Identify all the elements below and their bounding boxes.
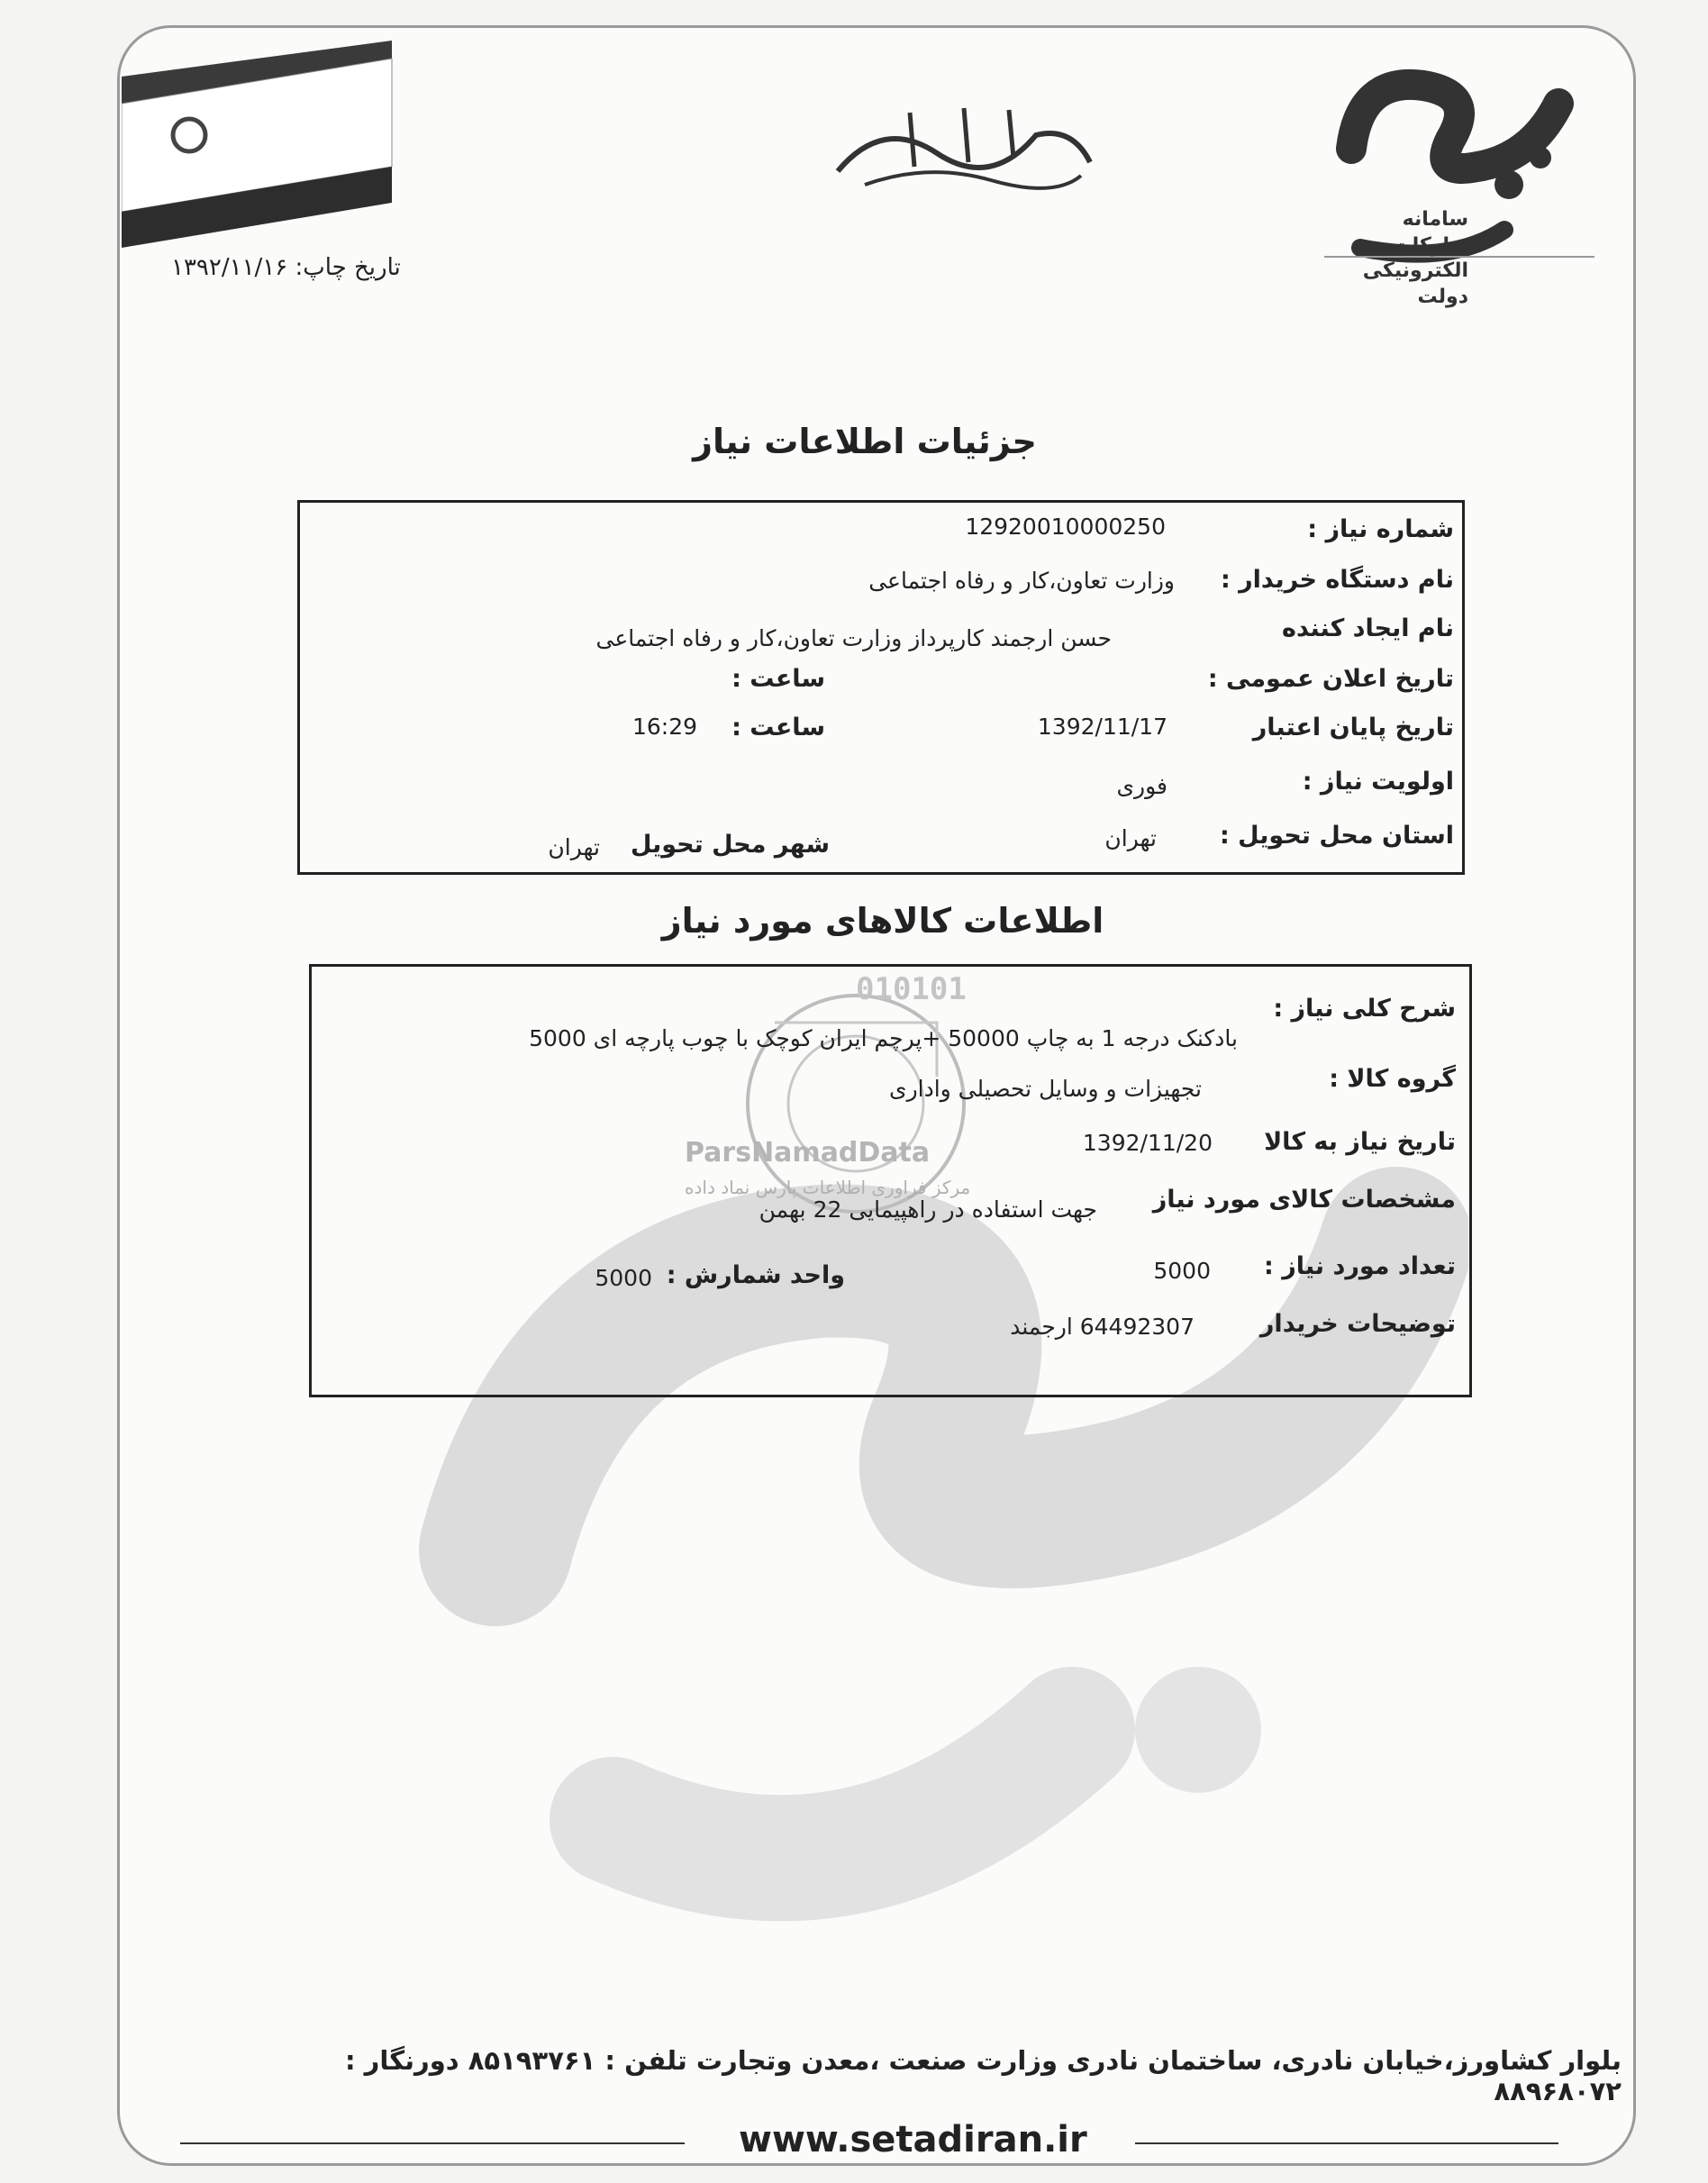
goods-group-label: گروه کالا : bbox=[1329, 1065, 1456, 1093]
footer-website: www.setadiran.ir bbox=[739, 2119, 1087, 2160]
validity-time-value: 16:29 bbox=[631, 714, 697, 740]
section-title-goods: اطلاعات کالاهای مورد نیاز bbox=[661, 901, 1104, 941]
setad-logo-text: سامانه تدارکات الکترونیکی دولت bbox=[1362, 208, 1468, 308]
stamp-binary: 010101 bbox=[856, 971, 967, 1007]
print-date: تاریخ چاپ: ۱۳۹۲/۱۱/۱۶ bbox=[171, 254, 401, 281]
footer-divider-left bbox=[180, 2142, 685, 2144]
creator-label: نام ایجاد کننده bbox=[1282, 614, 1454, 642]
buyer-notes-value: 64492307 ارجمند bbox=[1010, 1314, 1195, 1340]
general-description-label: شرح کلی نیاز : bbox=[1273, 995, 1456, 1023]
need-number-value: 12920010000250 bbox=[965, 514, 1166, 540]
buyer-label: نام دستگاه خریدار : bbox=[1220, 566, 1454, 594]
need-number-label: شماره نیاز : bbox=[1307, 515, 1454, 543]
need-date-value: 1392/11/20 bbox=[1082, 1130, 1213, 1156]
validity-time-label: ساعت : bbox=[731, 714, 825, 741]
priority-label: اولویت نیاز : bbox=[1302, 768, 1454, 796]
specifications-label: مشخصات کالای مورد نیاز bbox=[1152, 1186, 1456, 1214]
section-title-need-details: جزئیات اطلاعات نیاز bbox=[693, 422, 1037, 461]
province-label: استان محل تحویل : bbox=[1219, 822, 1454, 850]
validity-date-value: 1392/11/17 bbox=[1037, 714, 1167, 740]
required-quantity-label: تعداد مورد نیاز : bbox=[1264, 1252, 1456, 1280]
buyer-value: وزارت تعاون،کار و رفاه اجتماعی bbox=[868, 568, 1175, 594]
buyer-notes-label: توضیحات خریدار bbox=[1259, 1310, 1456, 1338]
city-label: شهر محل تحویل bbox=[630, 831, 830, 859]
validity-date-label: تاریخ پایان اعتبار bbox=[1252, 714, 1454, 741]
unit-label: واحد شمارش : bbox=[666, 1261, 845, 1289]
required-quantity-value: 5000 bbox=[1153, 1258, 1211, 1284]
stamp-caption: مرکز فراوری اطلاعات پارس نماد داده bbox=[685, 1177, 971, 1198]
creator-value: حسن ارجمند کارپرداز وزارت تعاون،کار و رفاه اجتماعی bbox=[595, 625, 1112, 651]
announce-date-label: تاریخ اعلان عمومی : bbox=[1207, 665, 1454, 693]
province-value: تهران bbox=[1104, 825, 1157, 851]
priority-value: فوری bbox=[1116, 773, 1167, 799]
stamp-brand: ParsNamadData bbox=[685, 1137, 931, 1169]
bismillah-calligraphy bbox=[829, 99, 1099, 198]
city-value: تهران bbox=[548, 834, 600, 860]
iran-flag-emblem bbox=[122, 41, 437, 248]
need-date-label: تاریخ نیاز به کالا bbox=[1264, 1128, 1456, 1156]
specifications-value: جهت استفاده در راهپیمایی 22 بهمن bbox=[759, 1196, 1097, 1223]
footer-address: بلوار کشاورز،خیابان نادری، ساختمان نادری وزارت صنعت ،معدن وتجارت تلفن : ۸۵۱۹۳۷۶۱ دورنگار : ۸۸۹۶۸۰۷۲ bbox=[344, 2045, 1622, 2106]
announce-time-label: ساعت : bbox=[731, 665, 825, 693]
goods-group-value: تجهیزات و وسایل تحصیلی واداری bbox=[889, 1076, 1202, 1102]
general-description-value: بادکنک درجه 1 به چاپ 50000 +پرچم ایران کوچک با چوب پارچه ای 5000 bbox=[529, 1025, 1238, 1051]
footer-divider-right bbox=[1135, 2142, 1558, 2144]
unit-value: 5000 bbox=[595, 1265, 652, 1291]
